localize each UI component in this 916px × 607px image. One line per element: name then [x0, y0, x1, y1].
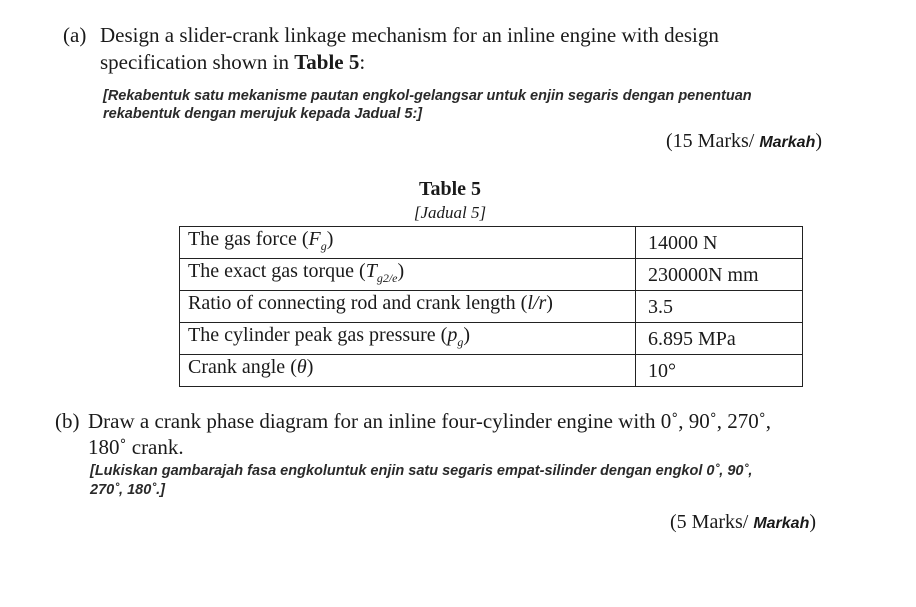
parameter-symbol: θ — [296, 356, 307, 378]
parameter-cell — [180, 291, 636, 323]
part-a-label: (a) — [63, 23, 87, 47]
part-a-malay-line2: rekabentuk dengan merujuk kepada Jadual 5:] — [103, 106, 423, 122]
parameter-close: ) — [397, 260, 405, 282]
parameter-symbol: F — [308, 228, 321, 250]
part-b-label: (b) — [55, 409, 80, 433]
part-a-malay-line1: [Rekabentuk satu mekanisme pautan engkol-gelangsar untuk enjin segaris dengan penentuan — [103, 88, 752, 104]
parameter-symbol: l/r — [527, 292, 547, 314]
parameter-close: ) — [326, 228, 334, 250]
parameter-cell — [180, 259, 636, 291]
parameter-label: The gas force ( — [188, 228, 309, 250]
table-row — [180, 259, 803, 291]
parameter-subscript: g2/e — [376, 271, 398, 285]
part-b-line2: 180˚ crank. — [88, 435, 184, 459]
table-row — [180, 355, 803, 387]
part-b-line1: Draw a crank phase diagram for an inline four-cylinder engine with 0˚, 90˚, 270˚, — [88, 409, 772, 433]
parameter-symbol: T — [365, 260, 377, 282]
parameter-label: The cylinder peak gas pressure ( — [188, 324, 448, 346]
part-a-line2-colon: : — [359, 50, 366, 74]
part-a-marks — [666, 130, 822, 153]
table-reference: Table 5 — [294, 50, 360, 74]
part-a-line2-text: specification shown in — [100, 50, 295, 74]
parameter-cell — [180, 227, 636, 259]
table-subtitle: [Jadual 5] — [413, 203, 487, 222]
spec-table — [179, 226, 803, 387]
part-b-marks — [670, 511, 816, 534]
value-cell: 6.895 MPa — [636, 323, 803, 355]
parameter-symbol: p — [447, 324, 458, 346]
value-cell: 10° — [636, 355, 803, 387]
parameter-label: The exact gas torque ( — [188, 260, 366, 282]
table-title: Table 5 — [418, 178, 482, 200]
value-cell: 14000 N — [636, 227, 803, 259]
part-b-marks-text: (5 Marks/ — [670, 511, 754, 533]
part-b-malay-line2: 270˚, 180˚.] — [90, 482, 165, 498]
part-a-marks-malay: Markah — [759, 134, 816, 151]
parameter-cell — [180, 355, 636, 387]
parameter-subscript: g — [457, 335, 464, 349]
part-a-marks-close: ) — [815, 130, 823, 152]
parameter-label: Ratio of connecting rod and crank length ( — [188, 292, 528, 314]
value-cell: 230000N mm — [636, 259, 803, 291]
table-row — [180, 227, 803, 259]
part-a-line1: Design a slider-crank linkage mechanism for an inline engine with design — [100, 23, 719, 47]
part-b-marks-malay: Markah — [753, 515, 810, 532]
parameter-cell — [180, 323, 636, 355]
table-row — [180, 323, 803, 355]
value-cell: 3.5 — [636, 291, 803, 323]
table-row — [180, 291, 803, 323]
part-a-marks-text: (15 Marks/ — [666, 130, 760, 152]
parameter-close: ) — [306, 356, 314, 378]
part-b-malay-line1: [Lukiskan gambarajah fasa engkoluntuk enjin satu segaris empat-silinder dengan engkol 0˚, 90˚, — [90, 463, 753, 479]
part-a-line2 — [100, 49, 365, 76]
parameter-close: ) — [463, 324, 471, 346]
part-b-marks-close: ) — [809, 511, 817, 533]
parameter-label: Crank angle ( — [188, 356, 297, 378]
parameter-close: ) — [546, 292, 553, 314]
parameter-subscript: g — [320, 239, 327, 253]
